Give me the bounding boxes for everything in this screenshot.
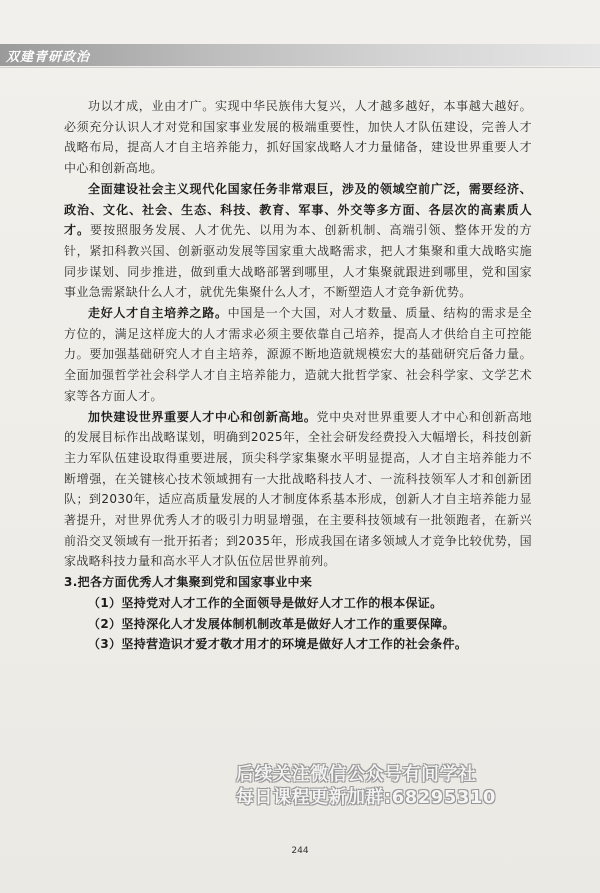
paragraph-2 <box>64 179 532 303</box>
paragraph-2-lead: 全面建设社会主义现代化国家任务非常艰巨，涉及的领域空前广泛，需要经济、政治、文化、社会、生态、科技、教育、军事、外交等多方面、各层次的高素质人才。 <box>64 181 532 238</box>
watermark-line-1: 后续关注微信公众号有间学社 <box>236 764 477 785</box>
section-item-3: （3）坚持营造识才爱才敬才用才的环境是做好人才工作的社会条件。 <box>88 637 468 652</box>
body-text <box>64 96 532 655</box>
header-divider <box>0 67 600 68</box>
section-item-2: （2）坚持深化人才发展体制机制改革是做好人才工作的重要保障。 <box>88 616 455 631</box>
page-number: 244 <box>291 846 309 856</box>
section-item-1: （1）坚持党对人才工作的全面领导是做好人才工作的根本保证。 <box>88 595 443 610</box>
watermark <box>236 763 556 809</box>
section-heading: 3.把各方面优秀人才集聚到党和国家事业中来 <box>64 575 313 590</box>
paragraph-4 <box>64 407 532 573</box>
watermark-line-2: 每日课程更新加群:68295310 <box>236 787 496 808</box>
header-title: 双建青研政治 <box>6 50 91 65</box>
paragraph-4-text: 党中央对世界重要人才中心和创新高地的发展目标作出战略谋划，明确到2025年，全社会研发经费投入大幅增长，科技创新主力军队伍建设取得重要进展，顶尖科学家集聚水平明显提高，人才自主培养能力不断增强，在关键核心技术领域拥有一大批战略科技人才、一流科技领军人才和创新团队；到2030年，适应高质量发展的人才制度体系基本形成，创新人才自主培养能力显著提升，对世界优秀人才的吸引力明显增强，在主要科技领域有一批领跑者，在新兴前沿交叉领域有一批开拓者；到2035年，形成我国在诸多领域人才竞争比较优势，国家战略科技力量和高水平人才队伍位居世界前列。 <box>64 409 532 569</box>
paragraph-3 <box>64 303 532 407</box>
paragraph-3-text: 中国是一个大国，对人才数量、质量、结构的需求是全方位的，满足这样庞大的人才需求必须主要依靠自己培养，提高人才供给自主可控能力。要加强基础研究人才自主培养，源源不断地造就规模宏大的基础研究后备力量。全面加强哲学社会科学人才自主培养能力，造就大批哲学家、社会科学家、文学艺术家等各方面人才。 <box>64 306 532 403</box>
paragraph-2-text: 要按照服务发展、人才优先、以用为本、创新机制、高端引领、整体开发的方针，紧扣科教兴国、创新驱动发展等国家重大战略需求，把人才集聚和重大战略实施同步谋划、同步推进，做到重大战略部署到哪里，人才集聚就跟进到哪里，党和国家事业急需紧缺什么人才，就优先集聚什么人才，不断塑造人才竞争新优势。 <box>64 223 533 300</box>
paragraph-1-text: 功以才成，业由才广。实现中华民族伟大复兴，人才越多越好，本事越大越好。必须充分认识人才对党和国家事业发展的极端重要性，加快人才队伍建设，完善人才战略布局，提高人才自主培养能力，抓好国家战略人才力量储备，建设世界重要人才中心和创新高地。 <box>64 99 532 176</box>
paragraph-4-lead: 加快建设世界重要人才中心和创新高地。 <box>88 409 317 424</box>
paragraph-3-lead: 走好人才自主培养之路。 <box>88 306 228 321</box>
paragraph-1 <box>64 96 532 179</box>
